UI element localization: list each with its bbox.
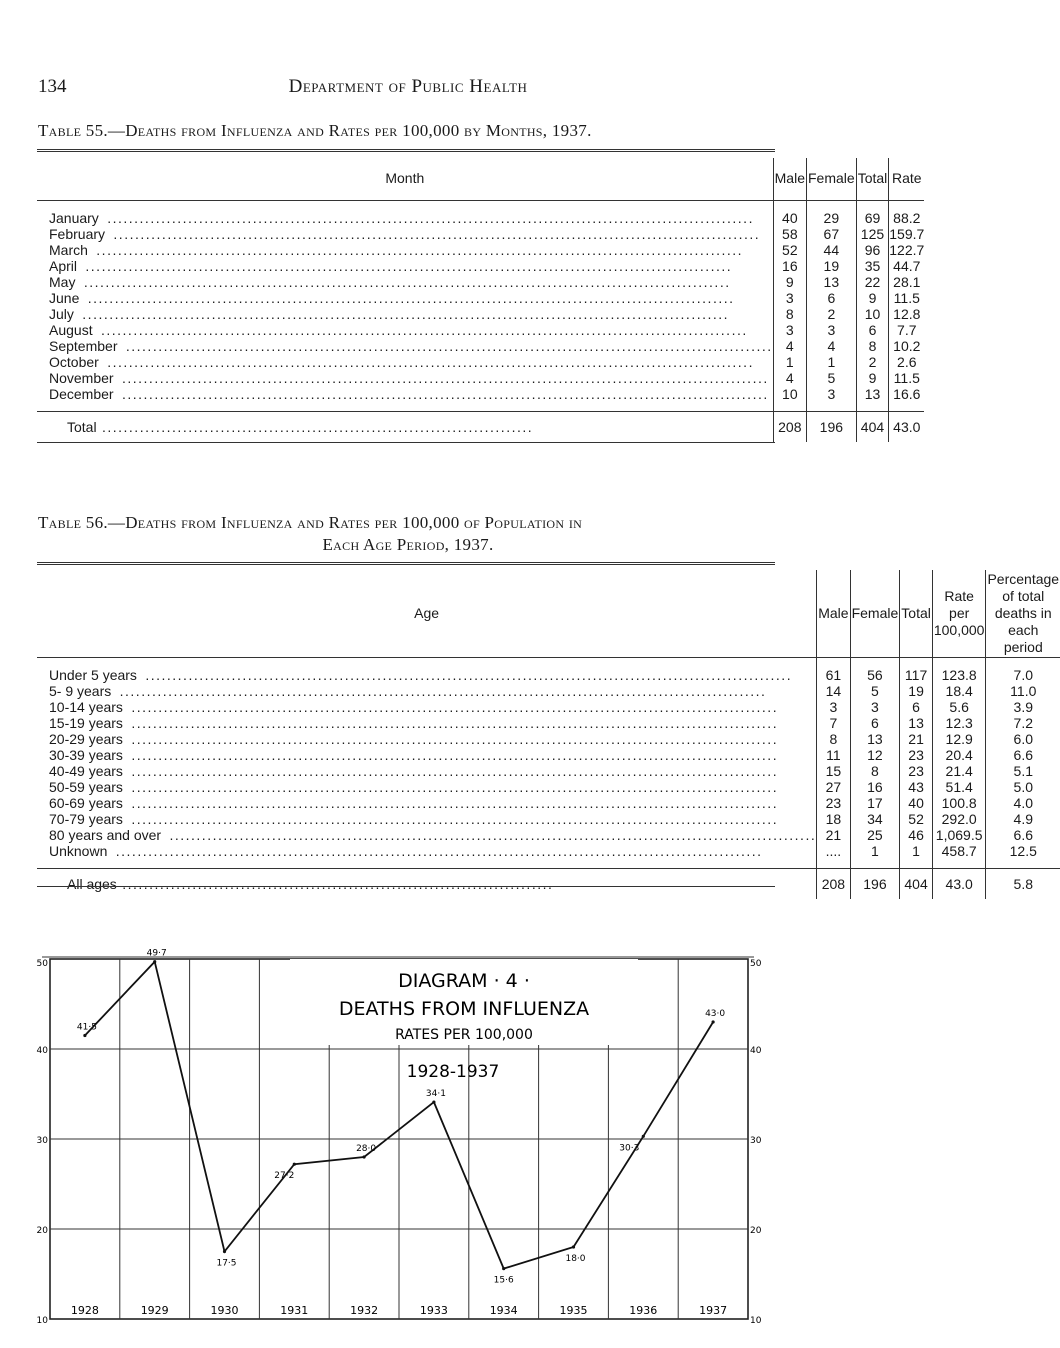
table-cell: 3	[850, 699, 900, 715]
total-row	[37, 411, 924, 442]
data-label: 49·7	[146, 948, 167, 959]
data-label: 30·3	[619, 1143, 640, 1154]
table-cell: 16	[850, 779, 900, 795]
leader-dots: ........................................................................................................................	[125, 811, 779, 827]
table-row	[37, 338, 924, 354]
table-row	[37, 747, 1060, 763]
row-label-text: 5- 9 years	[49, 683, 114, 699]
table-cell: 12	[850, 747, 900, 763]
data-point	[712, 1020, 715, 1023]
table-row	[37, 306, 924, 322]
table-cell: 3	[773, 290, 806, 306]
table-row	[37, 715, 1060, 731]
table-cell: 11	[817, 747, 850, 763]
total-label	[37, 411, 773, 442]
row-label	[37, 747, 817, 763]
table-cell: 100.8	[932, 795, 986, 811]
leader-dots: ........................................................................................................................	[125, 779, 779, 795]
column-header: Age	[37, 570, 817, 658]
row-label	[37, 795, 817, 811]
total-cell: 208	[817, 869, 850, 900]
data-point	[572, 1245, 575, 1248]
table-cell: 56	[850, 667, 900, 683]
table-cell: 159.7	[889, 225, 925, 242]
table-cell: 40	[773, 210, 806, 226]
table-cell: 4	[773, 338, 806, 354]
table-row	[37, 683, 1060, 699]
table-row	[37, 811, 1060, 827]
table-cell: 11.0	[986, 683, 1060, 699]
row-label-text: August	[49, 322, 96, 338]
row-label-text: 10-14 years	[49, 699, 126, 715]
table-cell: 96	[856, 242, 889, 258]
row-label-text: March	[49, 242, 91, 258]
table-cell: 1	[773, 354, 806, 370]
row-label	[37, 210, 773, 226]
table-cell: 12.5	[986, 843, 1060, 859]
table-cell: 4	[807, 338, 857, 354]
table-cell: 5	[807, 370, 857, 386]
data-label: 18·0	[565, 1254, 586, 1264]
table-cell: 23	[817, 795, 850, 811]
row-label-text: June	[49, 290, 82, 306]
table-cell: 122.7	[889, 241, 925, 258]
row-label-text: July	[49, 306, 77, 322]
row-label	[37, 779, 817, 795]
table-cell: 123.8	[932, 667, 986, 683]
table-row	[37, 779, 1060, 795]
leader-dots: ........................................................................................................................	[125, 763, 779, 779]
row-label-text: 70-79 years	[49, 811, 126, 827]
column-header: Rate	[889, 158, 925, 200]
data-point	[293, 1163, 296, 1166]
table-cell: 52	[900, 811, 933, 827]
table-55-title: Table 55.—Deaths from Influenza and Rates per 100,000 by Months, 1937.	[38, 121, 592, 140]
table-cell: 52	[773, 242, 806, 258]
leader-dots: ................................................................................	[96, 418, 534, 435]
x-tick-label: 1936	[629, 1304, 658, 1317]
table-56-bottom-rule	[37, 886, 775, 887]
table-cell: 40	[900, 795, 933, 811]
total-label	[37, 869, 817, 900]
column-header: Total	[856, 158, 889, 200]
table-spacer-row	[37, 402, 924, 412]
table-spacer-row	[37, 859, 1060, 869]
table-cell: 18	[817, 811, 850, 827]
column-header: Male	[773, 158, 806, 200]
table-cell: 20.4	[932, 747, 986, 763]
page-number: 134	[38, 76, 67, 97]
table-cell: 3.9	[986, 699, 1060, 715]
data-label: 17·5	[216, 1258, 237, 1269]
table-row	[37, 731, 1060, 747]
leader-dots: ........................................................................................................................	[82, 289, 735, 306]
row-label-text: September	[49, 338, 120, 354]
leader-dots: ........................................................................................................................	[110, 843, 763, 859]
table-cell: 10	[856, 306, 889, 322]
leader-dots: ........................................................................................................................	[95, 321, 748, 338]
leader-dots: ........................................................................................................................	[101, 353, 754, 370]
row-label-text: February	[49, 226, 108, 242]
leader-dots: ........................................................................................................................	[108, 225, 761, 242]
table-row	[37, 667, 1060, 683]
row-label-text: 30-39 years	[49, 747, 126, 763]
row-label	[37, 683, 817, 699]
leader-dots: ........................................................................................................................	[101, 209, 754, 226]
table-cell: 13	[850, 731, 900, 747]
x-tick-label: 1934	[489, 1304, 518, 1317]
table-cell: 4	[773, 370, 806, 386]
leader-dots: ........................................................................................................................	[114, 683, 767, 699]
table-cell: 51.4	[932, 779, 986, 795]
table-cell: 2	[807, 306, 857, 322]
row-label	[37, 763, 817, 779]
table-row	[37, 763, 1060, 779]
column-header: Total	[900, 570, 933, 658]
row-label-text: April	[49, 258, 80, 274]
chart-title-line: RATES PER 100,000	[395, 1027, 533, 1043]
table-cell: 11.5	[889, 370, 925, 386]
table-cell: 292.0	[932, 811, 986, 827]
table-cell: 22	[856, 274, 889, 290]
table-56-title-line1: Table 56.—Deaths from Influenza and Rates per 100,000 of Population in	[38, 513, 583, 532]
table-cell: 13	[856, 386, 889, 402]
total-cell: 404	[900, 869, 933, 900]
table-cell: 11.5	[889, 290, 925, 306]
department-title: Department of Public Health	[288, 76, 528, 97]
y-tick-label-left: 10	[36, 1316, 48, 1326]
leader-dots: ........................................................................................................................	[139, 667, 793, 683]
row-label	[37, 386, 773, 402]
table-cell: 88.2	[889, 210, 925, 226]
table-cell: 5.0	[986, 779, 1060, 795]
row-label-text: Under 5 years	[49, 667, 140, 683]
table-cell: 13	[807, 274, 857, 290]
table-cell: 44.7	[889, 258, 925, 274]
table-cell: 34	[850, 811, 900, 827]
data-label: 27·2	[274, 1171, 295, 1182]
x-tick-label: 1928	[70, 1304, 99, 1317]
table-cell: 18.4	[932, 683, 986, 699]
table-cell: 10.2	[889, 338, 925, 354]
row-label	[37, 827, 817, 843]
table-cell: 21	[900, 731, 933, 747]
total-label-text: All ages	[67, 876, 117, 892]
table-cell: 7.2	[986, 715, 1060, 731]
influenza-rate-diagram	[36, 948, 762, 1331]
table-cell: 29	[807, 210, 857, 226]
table-row	[37, 354, 924, 370]
table-row	[37, 290, 924, 306]
leader-dots: ........................................................................................................................	[125, 699, 779, 715]
table-cell: 35	[856, 258, 889, 274]
table-cell: 16.6	[889, 386, 925, 402]
data-label: 28·0	[356, 1144, 377, 1154]
row-label-text: December	[49, 386, 117, 402]
data-point	[642, 1135, 645, 1138]
x-tick-label: 1933	[419, 1304, 448, 1317]
x-tick-label: 1935	[559, 1304, 588, 1317]
total-cell: 196	[807, 411, 857, 442]
y-tick-label-right: 10	[750, 1316, 762, 1326]
table-row	[37, 242, 924, 258]
row-label	[37, 322, 773, 338]
table-cell: 13	[900, 715, 933, 731]
column-header: Rate per 100,000	[932, 570, 986, 658]
row-label	[37, 274, 773, 290]
table-cell: 5.1	[986, 763, 1060, 779]
table-cell: 14	[817, 683, 850, 699]
row-label-text: November	[49, 370, 117, 386]
data-point	[153, 960, 156, 963]
table-row	[37, 322, 924, 338]
row-label	[37, 699, 817, 715]
leader-dots: ........................................................................................................................	[125, 731, 779, 747]
table-cell: 12.8	[889, 306, 925, 322]
row-label	[37, 338, 773, 354]
row-label	[37, 242, 773, 258]
row-label	[37, 290, 773, 306]
table-cell: 3	[773, 322, 806, 338]
x-tick-label: 1929	[140, 1304, 169, 1317]
table-cell: 21	[817, 827, 850, 843]
table-cell: 6.6	[986, 747, 1060, 763]
row-label	[37, 354, 773, 370]
column-header: Female	[807, 158, 857, 200]
table-cell: 4.0	[986, 795, 1060, 811]
leader-dots: ........................................................................................................................	[90, 241, 744, 258]
table-cell: 17	[850, 795, 900, 811]
table-row	[37, 370, 924, 386]
table-55-top-rule	[37, 149, 775, 152]
total-label-text: Total	[67, 418, 97, 435]
y-tick-label-right: 50	[750, 959, 762, 969]
x-tick-label: 1931	[280, 1304, 309, 1317]
table-cell: 21.4	[932, 763, 986, 779]
leader-dots: ........................................................................................................................	[116, 385, 769, 402]
row-label	[37, 226, 773, 242]
row-label-text: 15-19 years	[49, 715, 126, 731]
chart-title-line: DEATHS FROM INFLUENZA	[338, 998, 590, 1020]
table-cell: 8	[817, 731, 850, 747]
y-tick-label-left: 40	[36, 1046, 48, 1056]
total-cell: 404	[856, 411, 889, 442]
row-label-text: 20-29 years	[49, 731, 126, 747]
table-row	[37, 843, 1060, 859]
table-cell: 125	[856, 226, 889, 242]
column-header: Male	[817, 570, 850, 658]
table-cell: 10	[773, 386, 806, 402]
table-cell: 5	[850, 683, 900, 699]
total-cell: 208	[773, 411, 806, 442]
table-cell: 58	[773, 226, 806, 242]
table-cell: 7	[817, 715, 850, 731]
table-cell: 7.7	[889, 322, 925, 338]
data-label: 41·5	[76, 1022, 97, 1033]
table-cell: ....	[817, 843, 850, 859]
table-cell: 16	[773, 258, 806, 274]
table-cell: 6	[900, 699, 933, 715]
table-cell: 12.3	[932, 715, 986, 731]
leader-dots: ........................................................................................................................	[76, 305, 730, 322]
table-row	[37, 258, 924, 274]
table-row	[37, 699, 1060, 715]
table-cell: 8	[773, 306, 806, 322]
table-56	[37, 570, 1060, 899]
table-row	[37, 386, 924, 402]
row-label-text: Unknown	[49, 843, 110, 859]
table-cell: 6.0	[986, 731, 1060, 747]
y-tick-label-right: 30	[750, 1136, 762, 1146]
leader-dots: ........................................................................................................................	[80, 257, 733, 274]
row-label	[37, 667, 817, 683]
table-cell: 19	[807, 258, 857, 274]
table-cell: 3	[817, 699, 850, 715]
data-point	[223, 1250, 226, 1253]
table-cell: 28.1	[889, 274, 925, 290]
table-cell: 23	[900, 763, 933, 779]
table-cell: 19	[900, 683, 933, 699]
table-56-title	[38, 512, 778, 556]
table-cell: 6.6	[986, 827, 1060, 843]
table-cell: 117	[900, 667, 933, 683]
row-label	[37, 843, 817, 859]
column-header: Female	[850, 570, 900, 658]
row-label-text: 80 years and over	[49, 827, 164, 843]
table-row	[37, 274, 924, 290]
total-cell: 196	[850, 869, 900, 900]
table-cell: 3	[807, 322, 857, 338]
row-label	[37, 306, 773, 322]
row-label	[37, 811, 817, 827]
total-cell: 43.0	[889, 411, 925, 442]
table-cell: 9	[773, 274, 806, 290]
data-point	[363, 1155, 366, 1158]
y-tick-label-left: 50	[36, 959, 48, 969]
table-cell: 5.6	[932, 699, 986, 715]
table-cell: 8	[856, 338, 889, 354]
table-cell: 9	[856, 370, 889, 386]
table-header-row	[37, 570, 1060, 658]
row-label-text: January	[49, 210, 102, 226]
table-cell: 67	[807, 226, 857, 242]
table-spacer-row	[37, 200, 924, 210]
row-label-text: 40-49 years	[49, 763, 126, 779]
table-cell: 12.9	[932, 731, 986, 747]
column-header: Month	[37, 158, 773, 200]
total-cell: 43.0	[932, 869, 986, 900]
table-cell: 27	[817, 779, 850, 795]
y-tick-label-right: 20	[750, 1226, 762, 1236]
row-label	[37, 731, 817, 747]
data-point	[432, 1101, 435, 1104]
chart-title-line: DIAGRAM · 4 ·	[398, 970, 530, 992]
table-row	[37, 827, 1060, 843]
table-cell: 9	[856, 290, 889, 306]
y-tick-label-right: 40	[750, 1046, 762, 1056]
table-cell: 69	[856, 210, 889, 226]
chart-period-label: 1928-1937	[406, 1062, 500, 1082]
table-cell: 3	[807, 386, 857, 402]
y-tick-label-left: 30	[36, 1136, 48, 1146]
data-label: 15·6	[493, 1275, 514, 1286]
table-55	[37, 158, 924, 442]
table-cell: 1	[807, 354, 857, 370]
table-cell: 61	[817, 667, 850, 683]
data-label: 43·0	[705, 1009, 726, 1019]
row-label	[37, 258, 773, 274]
x-tick-label: 1932	[350, 1304, 379, 1317]
page-header	[38, 76, 778, 102]
table-spacer-row	[37, 658, 1060, 668]
table-row	[37, 795, 1060, 811]
table-cell: 1	[900, 843, 933, 859]
data-point	[83, 1034, 86, 1037]
table-cell: 458.7	[932, 843, 986, 859]
table-56-title-line2: Each Age Period, 1937.	[322, 535, 494, 554]
table-row	[37, 210, 924, 226]
table-cell: 1,069.5	[932, 827, 986, 843]
table-cell: 6	[850, 715, 900, 731]
table-header-row	[37, 158, 924, 200]
table-cell: 6	[807, 290, 857, 306]
leader-dots: ................................................................................	[116, 876, 554, 892]
table-cell: 44	[807, 242, 857, 258]
total-cell: 5.8	[986, 869, 1060, 900]
y-tick-label-left: 20	[36, 1226, 48, 1236]
row-label-text: May	[49, 274, 78, 290]
leader-dots: ........................................................................................................................	[120, 337, 773, 354]
table-cell: 1	[850, 843, 900, 859]
leader-dots: ........................................................................................................................	[116, 369, 769, 386]
leader-dots: ........................................................................................................................	[125, 795, 779, 811]
table-cell: 6	[856, 322, 889, 338]
table-cell: 43	[900, 779, 933, 795]
data-point	[502, 1267, 505, 1270]
table-56-top-rule	[37, 562, 775, 565]
table-cell: 46	[900, 827, 933, 843]
row-label	[37, 370, 773, 386]
chart-title-block	[290, 959, 638, 1045]
table-cell: 2.6	[889, 354, 925, 370]
x-tick-label: 1937	[699, 1304, 728, 1317]
table-cell: 25	[850, 827, 900, 843]
row-label-text: 50-59 years	[49, 779, 126, 795]
total-row	[37, 869, 1060, 900]
x-tick-label: 1930	[210, 1304, 239, 1317]
table-row	[37, 226, 924, 242]
leader-dots: ........................................................................................................................	[125, 715, 779, 731]
leader-dots: ........................................................................................................................	[125, 747, 779, 763]
row-label-text: 60-69 years	[49, 795, 126, 811]
table-cell: 7.0	[986, 667, 1060, 683]
table-cell: 8	[850, 763, 900, 779]
data-label: 34·1	[425, 1089, 446, 1100]
table-cell: 2	[856, 354, 889, 370]
column-header: Percentage of total deaths in each period	[986, 570, 1060, 658]
leader-dots: ........................................................................................................................	[164, 827, 817, 843]
leader-dots: ........................................................................................................................	[78, 273, 731, 290]
row-label	[37, 715, 817, 731]
table-cell: 4.9	[986, 811, 1060, 827]
table-55-bottom-rule	[37, 442, 775, 443]
table-cell: 23	[900, 747, 933, 763]
table-cell: 15	[817, 763, 850, 779]
row-label-text: October	[49, 354, 102, 370]
